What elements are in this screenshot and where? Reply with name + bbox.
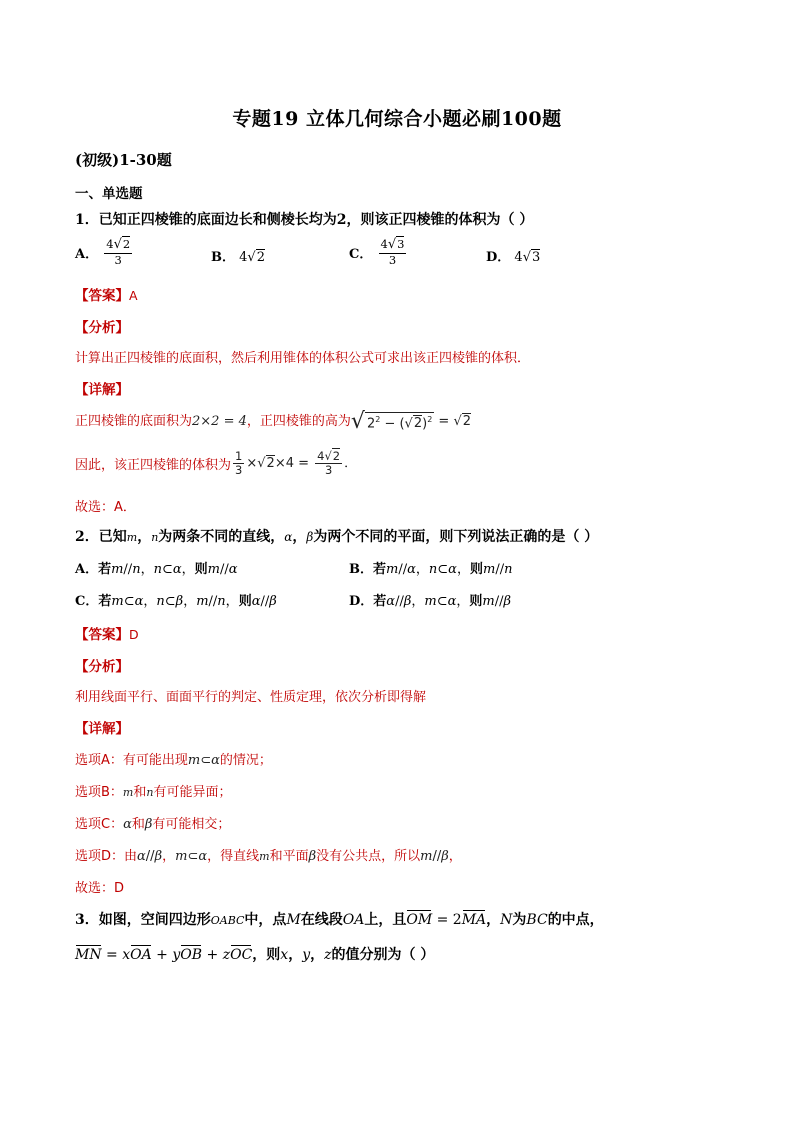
q1-option-a-value: $\frac{4√2}{3}$ xyxy=(106,237,131,267)
q3-line1-d: 上，且 xyxy=(364,912,407,928)
q1-detail-1-mid: ，正四棱锥的高为 xyxy=(246,414,351,429)
q1-detail-2-pre: 因此，该正四棱锥的体积为 xyxy=(75,458,232,474)
q2-option-c: C．若m⊂α，n⊂β，m//n，则α//β xyxy=(75,594,277,609)
q2-stem-c: 为两个不同的平面，则下列说法正确的是（ ） xyxy=(313,529,599,545)
q1-option-c-value: $\frac{4√3}{3}$ xyxy=(380,237,405,267)
q1-area-expr: 2×2 = 4 xyxy=(192,414,247,429)
q2-option-d-then: 则 xyxy=(469,594,483,609)
q2-detail-b-pre: 选项B： xyxy=(75,785,123,800)
q3-line1-f: 的中点， xyxy=(547,912,604,928)
question-2-stem: 2．已知m，n为两条不同的直线，α，β为两个不同的平面，则下列说法正确的是（ ） xyxy=(75,529,599,545)
q1-analysis-text: 计算出正四棱锥的底面积，然后利用锥体的体积公式可求出该正四棱锥的体积． xyxy=(75,351,531,366)
q1-option-a xyxy=(75,238,134,267)
page-title: 专题19 立体几何综合小题必刷100题 xyxy=(232,108,562,130)
q1-answer xyxy=(75,284,138,304)
q2-detail-d: 选项D：由α//β，m⊂α，得直线m和平面β没有公共点，所以m//β， xyxy=(75,849,462,864)
answer-tag: 【答案】 xyxy=(75,627,129,643)
q2-answer-value: D xyxy=(129,627,139,642)
q2-option-b: B．若m//α，n⊂α，则m//n xyxy=(349,562,513,577)
q1-volume-expr: $\frac{1}{3}$ ×√2×4 = $\frac{4√2}{3}$ ． xyxy=(235,449,358,478)
q2-detail-d-mid2: 和平面 xyxy=(269,849,309,864)
q2-detail-b-and: 和 xyxy=(133,785,147,800)
q3-line2-a: ，则 xyxy=(252,947,281,963)
q2-detail-c: 选项C：α和β有可能相交； xyxy=(75,817,231,832)
q2-detail-b-post: 有可能异面； xyxy=(153,785,232,800)
q1-option-c xyxy=(349,238,408,267)
q2-option-a-then: 则 xyxy=(194,562,208,577)
q2-detail-c-and: 和 xyxy=(131,817,145,832)
q1-analysis-tag: 【分析】 xyxy=(75,320,129,336)
q3-line2-b: 的值分别为（ ） xyxy=(331,947,435,963)
q2-option-c-then: 则 xyxy=(238,594,252,609)
q3-line1-e: 为 xyxy=(512,912,527,928)
q2-option-a: A．若m//n，n⊂α，则m//α xyxy=(75,562,238,577)
section-heading: 一、单选题 xyxy=(75,186,143,202)
q2-detail-d-mid3: 没有公共点，所以 xyxy=(316,849,421,864)
q2-detail-c-pre: 选项C： xyxy=(75,817,124,832)
q1-detail-1-pre: 正四棱锥的底面积为 xyxy=(75,414,193,429)
q2-option-d: D．若α//β，m⊂α，则m//β xyxy=(349,594,512,609)
q2-detail-a: 选项A：有可能出现m⊂α的情况； xyxy=(75,753,272,768)
q1-choose: 故选：A． xyxy=(75,500,136,515)
q2-detail-b: 选项B：m和n有可能异面； xyxy=(75,785,232,800)
q1-option-c-label: C． xyxy=(349,247,373,263)
q3-vector-equation: MN = xOA + yOB + zOC xyxy=(75,947,253,963)
q1-option-d-value: 4√3 xyxy=(514,250,541,265)
q2-detail-a-post: 的情况； xyxy=(219,753,272,768)
q2-option-b-then: 则 xyxy=(469,562,483,577)
q2-detail-d-pre: 选项D：由 xyxy=(75,849,138,864)
q3-line1-a: 3．如图，空间四边形 xyxy=(75,912,211,928)
q2-detail-tag: 【详解】 xyxy=(75,721,129,737)
answer-tag: 【答案】 xyxy=(75,288,129,304)
q2-option-d-label: D．若 xyxy=(349,594,387,609)
q1-option-b-label: B． xyxy=(211,250,235,265)
q2-option-c-label: C．若 xyxy=(75,594,112,609)
q2-option-b-label: B．若 xyxy=(349,562,386,577)
q1-option-d xyxy=(486,246,540,265)
question-3-line-1: 3．如图，空间四边形OABC中，点M在线段OA上，且OM = 2MA，N为BC的中点， xyxy=(75,912,604,928)
q1-height-expr: √ $2^2 - (√2)^2$ xyxy=(350,408,433,434)
q1-detail-line-2 xyxy=(75,450,357,477)
q2-analysis-text: 利用线面平行、面面平行的判定、性质定理，依次分析即得解 xyxy=(75,690,427,705)
q3-line1-b: 中，点 xyxy=(244,912,287,928)
q1-option-d-label: D． xyxy=(486,250,511,265)
question-3-line-2: MN = xOA + yOB + zOC，则x，y，z的值分别为（ ） xyxy=(75,947,435,963)
q1-detail-line-1: 正四棱锥的底面积为2×2 = 4，正四棱锥的高为 √ $2^2 - (√2)^2$ = √2 xyxy=(75,408,472,434)
q1-answer-value: A xyxy=(129,288,138,303)
q2-stem-a: 2．已知 xyxy=(75,529,127,545)
question-1-stem: 1．已知正四棱锥的底面边长和侧棱长均为2，则该正四棱锥的体积为（ ） xyxy=(75,212,534,228)
q2-stem-b: 为两条不同的直线， xyxy=(158,529,285,545)
q3-line1-c: 在线段 xyxy=(300,912,343,928)
subtitle: (初级)1-30题 xyxy=(75,151,172,169)
q1-option-b-value: 4√2 xyxy=(239,250,265,265)
q1-option-b xyxy=(211,246,265,265)
q2-option-a-label: A．若 xyxy=(75,562,112,577)
q1-option-a-label: A． xyxy=(75,247,99,263)
q1-detail-tag: 【详解】 xyxy=(75,382,129,398)
q2-choose: 故选：D xyxy=(75,881,125,896)
q2-answer xyxy=(75,623,139,643)
q2-detail-a-pre: 选项A：有可能出现 xyxy=(75,753,188,768)
q2-detail-c-post: 有可能相交； xyxy=(152,817,231,832)
q2-analysis-tag: 【分析】 xyxy=(75,659,129,675)
q2-detail-d-mid: ，得直线 xyxy=(207,849,260,864)
